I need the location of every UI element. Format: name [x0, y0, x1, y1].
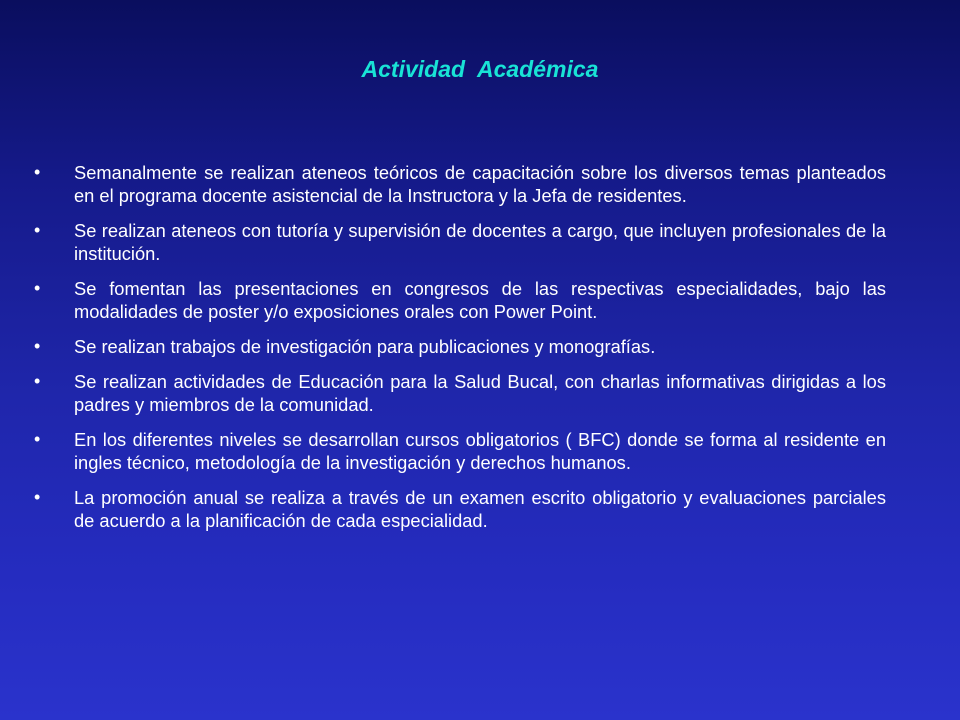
bullet-text: Se realizan ateneos con tutoría y supervisión de docentes a cargo, que incluyen profesionales de la institución.: [74, 220, 886, 264]
bullet-list: [34, 161, 886, 544]
bullet-text: Se fomentan las presentaciones en congresos de las respectivas especialidades, bajo las modalidades de poster y/o exposiciones orales con Power Point.: [74, 278, 886, 322]
bullet-text: La promoción anual se realiza a través de un examen escrito obligatorio y evaluaciones parciales de acuerdo a la planificación de cada especialidad.: [74, 487, 886, 531]
bullet-dot-icon: •: [34, 336, 41, 356]
bullet-text: En los diferentes niveles se desarrollan cursos obligatorios ( BFC) donde se forma al residente en ingles técnico, metodología de la investigación y derechos humanos.: [74, 429, 886, 473]
bullet-item: [34, 370, 886, 416]
bullet-dot-icon: •: [34, 220, 41, 240]
bullet-dot-icon: •: [34, 162, 41, 182]
bullet-item: [34, 219, 886, 265]
bullet-item: [34, 161, 886, 207]
bullet-dot-icon: •: [34, 278, 41, 298]
bullet-text: Se realizan actividades de Educación para la Salud Bucal, con charlas informativas dirigidas a los padres y miembros de la comunidad.: [74, 371, 886, 415]
bullet-item: [34, 277, 886, 323]
bullet-dot-icon: •: [34, 487, 41, 507]
bullet-text: Se realizan trabajos de investigación para publicaciones y monografías.: [74, 336, 656, 357]
bullet-dot-icon: •: [34, 371, 41, 391]
bullet-dot-icon: •: [34, 429, 41, 449]
bullet-text: Semanalmente se realizan ateneos teóricos de capacitación sobre los diversos temas planteados en el programa docente asistencial de la Instructora y la Jefa de residentes.: [74, 162, 886, 206]
slide-title: Actividad Académica: [361, 56, 599, 82]
bullet-item: [34, 486, 886, 532]
bullet-item: [34, 428, 886, 474]
bullet-item: [34, 335, 886, 358]
